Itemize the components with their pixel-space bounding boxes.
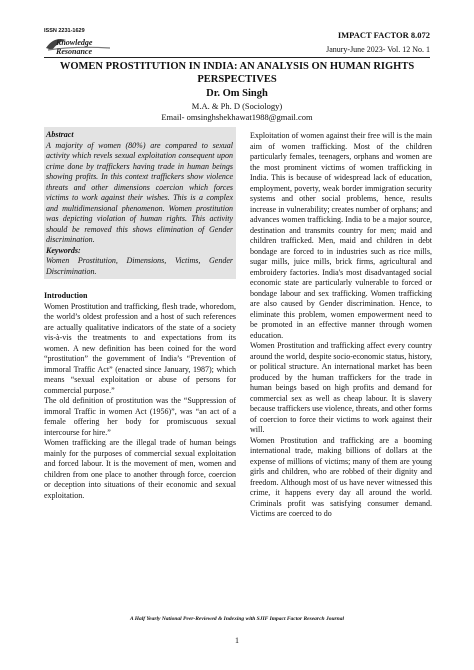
- abstract-text: A majority of women (80%) are compared to sexual activity which revels sexual exploitation consequent upon crime done by traffickers having trade in human beings showing profits. In this context traffickers show violence threats and other dimensions coercion which forces victims to work against their wishes. This is a complex and multidimensional phenomenon. Women prostitution was depicting violation of human rights. This activity should be removed this shows elimination of Gender discrimination.: [46, 140, 233, 244]
- body-paragraph: Exploitation of women against their free will is the main aim of women trafficking. Most of the children particularly females, teenagers, orphans and women are the most prominent victims of women trafficking in India. This is because of widespread lack of education, employment, poverty, weak border immigration security systems and other social problems, hence, results increase in vulnerability; creates number of orphans; and advances women trafficking. India to be a major source, destination and transmits country for men; maid and children trafficked. Men, maid and children in debt bondage are forced to in industries such as rice mills, sugar mills, juice mills, brick firms, agricultural and embroidery factories. India's most disadvantaged social economic state are particularly vulnerable to forced or bondage labour and sex trafficking. Women trafficking are also caused by Gender discrimination. Hence, to eliminate this problem, women empowerment need to be promoted in an effective manner through women education.: [250, 131, 432, 340]
- body-paragraph: Women Prostitution and trafficking are a booming international trade, making billions of dollars at the expense of millions of victims; many of them are young girls and children, who are robbed of their dignity and freedom. Although most of us have never witnessed this crime, it happens every day all around the world. Criminals profit was satisfying consumer demand. Victims are coerced to do: [250, 435, 432, 518]
- author-email: Email- omsinghshekhawat1988@gmail.com: [161, 112, 313, 122]
- issn-number: ISSN 2231-1629: [44, 28, 85, 34]
- intro-paragraph: Women trafficking are the illegal trade of human beings mainly for the purposes of commercial sexual exploitation and forced labour. It is the movement of men, women and children from one place to another through force, coercion or deception into situations of their economic and sexual exploitation.: [44, 438, 236, 500]
- keywords-text: Women Prostitution, Dimensions, Victims, Gender Discrimination.: [46, 256, 233, 276]
- intro-paragraph: Women Prostitution and trafficking, flesh trade, whoredom, the world’s oldest profession and a host of such references are actually qualitative indicators of the state of a society vis-à-vis the treatments to and expectations from its women. A new definition has been coined for the word “prostitution” the government of India’s “Prevention of immoral Traffic Act” (enacted since January, 1987); which means “sexual exploitation or abuse of persons for commercial purpose.”: [44, 301, 236, 395]
- right-column: [250, 131, 432, 520]
- introduction-heading: Introduction: [44, 291, 88, 300]
- abstract-box: [44, 127, 236, 279]
- impact-factor: IMPACT FACTOR 8.072: [337, 30, 430, 40]
- journal-footer: A Half Yearly National Peer-Reviewed & Indexing with SJIF Impact Factor Research Journal: [129, 616, 344, 622]
- author-name: Dr. Om Singh: [206, 88, 268, 99]
- left-column: [44, 127, 236, 501]
- article-title: WOMEN PROSTITUTION IN INDIA: AN ANALYSIS ON HUMAN RIGHTS PERSPECTIVES: [59, 61, 415, 85]
- issue-info: Janury-June 2023- Vol. 12 No. 1: [326, 45, 430, 54]
- body-paragraph: Women Prostitution and trafficking affect every country around the world, despite socio-economic status, history, or political structure. An international market has been produced by the human traffickers for the trade in human beings based on high profits and demand for commercial sex as well as cheap labour. It is slavery because traffickers use violence, threats, and other forms of coercion to force their victims to work against their will.: [250, 341, 432, 434]
- header-divider: [44, 57, 430, 58]
- abstract-heading: Abstract: [46, 130, 74, 139]
- intro-paragraph: The old definition of prostitution was the “Suppression of immoral Traffic in women Act (1956)”, was “an act of a female offering her body for promiscuous sexual intercourse for hire.”: [44, 396, 236, 437]
- page-number: 1: [235, 636, 239, 645]
- logo-wordmark: Knowledge Resonance: [56, 38, 93, 56]
- journal-logo: [44, 28, 124, 58]
- keywords-heading: Keywords:: [46, 245, 81, 255]
- author-degree: M.A. & Ph. D (Sociology): [191, 101, 283, 111]
